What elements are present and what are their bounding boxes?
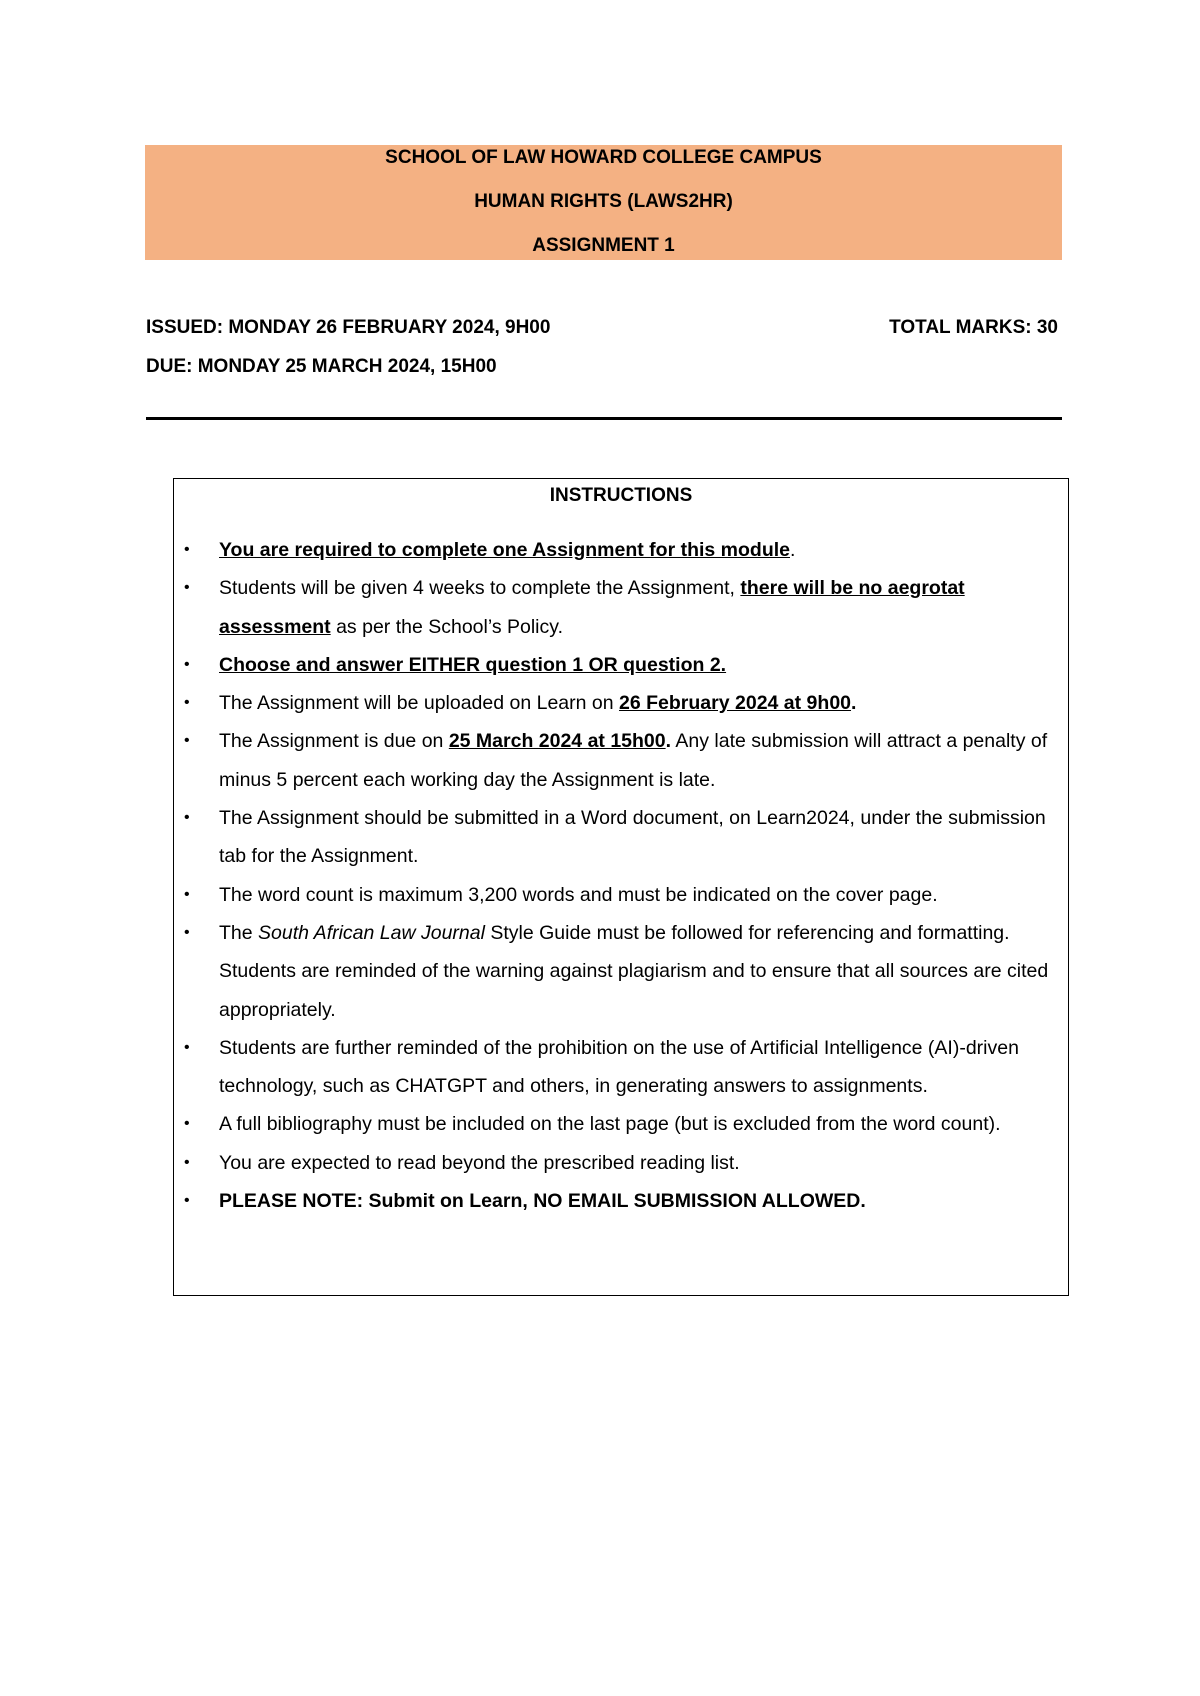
list-item: • The Assignment should be submitted in a Word document, on Learn2024, under the submission tab for the Assignment. [174, 799, 1068, 876]
bullet-icon: • [184, 1153, 190, 1171]
due-date: DUE: MONDAY 25 MARCH 2024, 15H00 [146, 356, 497, 377]
list-item: • Choose and answer EITHER question 1 OR question 2. [174, 646, 1068, 684]
list-item: • Students will be given 4 weeks to complete the Assignment, there will be no aegrotat assessment as per the School’s Policy. [174, 569, 1068, 646]
list-item: • You are expected to read beyond the prescribed reading list. [174, 1144, 1068, 1182]
bullet-icon: • [184, 694, 190, 712]
list-item: • The word count is maximum 3,200 words and must be indicated on the cover page. [174, 876, 1068, 914]
bullet-icon: • [184, 885, 190, 903]
bullet-icon: • [184, 732, 190, 750]
instructions-list [174, 531, 1068, 1220]
header-banner [145, 145, 1062, 260]
course-title: HUMAN RIGHTS (LAWS2HR) [474, 191, 733, 212]
issued-date: ISSUED: MONDAY 26 FEBRUARY 2024, 9H00 [146, 317, 551, 338]
assignment-title: ASSIGNMENT 1 [532, 235, 675, 256]
instructions-title: INSTRUCTIONS [549, 485, 693, 506]
bullet-icon: • [184, 1192, 190, 1210]
total-marks: TOTAL MARKS: 30 [889, 317, 1058, 338]
list-item: • The Assignment will be uploaded on Learn on 26 February 2024 at 9h00. [174, 684, 1068, 722]
bullet-icon: • [184, 923, 190, 941]
school-name: SCHOOL OF LAW HOWARD COLLEGE CAMPUS [385, 147, 822, 168]
list-item: • You are required to complete one Assignment for this module. [174, 531, 1068, 569]
bullet-icon: • [184, 809, 190, 827]
list-item: • Students are further reminded of the prohibition on the use of Artificial Intelligence (AI)-driven technology, such as CHATGPT and others, in generating answers to assignments. [174, 1029, 1068, 1106]
list-item: • The Assignment is due on 25 March 2024 at 15h00. Any late submission will attract a penalty of minus 5 percent each working day the Assignment is late. [174, 722, 1068, 799]
list-item: • PLEASE NOTE: Submit on Learn, NO EMAIL SUBMISSION ALLOWED. [174, 1182, 1068, 1220]
instructions-box [173, 478, 1069, 1296]
bullet-icon: • [184, 1115, 190, 1133]
bullet-icon: • [184, 655, 190, 673]
bullet-icon: • [184, 541, 190, 558]
bullet-icon: • [184, 579, 190, 597]
bullet-icon: • [184, 1038, 190, 1056]
list-item: • The South African Law Journal Style Guide must be followed for referencing and formatting. Students are reminded of the warning against plagiarism and to ensure that all sources are cited appropriately. [174, 914, 1068, 1029]
issued-row [146, 317, 1058, 339]
horizontal-rule [146, 417, 1062, 420]
list-item: • A full bibliography must be included on the last page (but is excluded from the word count). [174, 1105, 1068, 1143]
due-row [146, 356, 1058, 378]
